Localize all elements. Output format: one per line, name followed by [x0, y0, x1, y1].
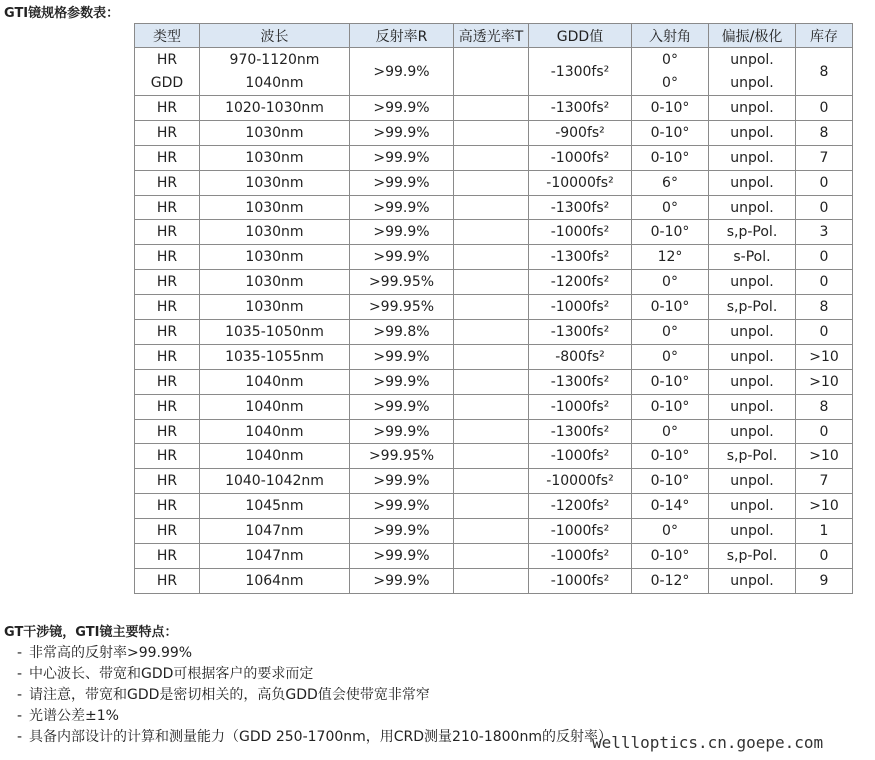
cell-type: HR	[135, 120, 200, 145]
feature-text: 非常高的反射率>99.99%	[29, 645, 193, 661]
cell-wavelength: 1040nm	[200, 444, 350, 469]
header-transmission: 高透光率T	[454, 24, 529, 48]
feature-text: 光谱公差±1%	[29, 708, 119, 724]
cell-angle: 0-10°	[632, 444, 709, 469]
cell-gdd: -1000fs²	[529, 295, 632, 320]
cell-reflectance: >99.95%	[350, 444, 454, 469]
cell-wavelength: 1035-1055nm	[200, 344, 350, 369]
cell-reflectance: >99.9%	[350, 568, 454, 593]
cell-transmission	[454, 519, 529, 544]
cell-gdd: -1000fs²	[529, 544, 632, 569]
cell-gdd: -1000fs²	[529, 568, 632, 593]
cell-stock: 3	[796, 220, 853, 245]
cell-polarization: unpol.	[709, 369, 796, 394]
cell-gdd: -1200fs²	[529, 270, 632, 295]
cell-type: HR	[135, 295, 200, 320]
watermark-text: wellloptics.cn.goepe.com	[592, 733, 824, 752]
cell-reflectance: >99.9%	[350, 344, 454, 369]
cell-stock: >10	[796, 344, 853, 369]
cell-gdd: -10000fs²	[529, 469, 632, 494]
cell-gdd: -1200fs²	[529, 494, 632, 519]
cell-type: HR	[135, 394, 200, 419]
cell-type: HR	[135, 544, 200, 569]
cell-stock: 0	[796, 320, 853, 345]
cell-wavelength: 1030nm	[200, 195, 350, 220]
cell-angle: 0-10°	[632, 295, 709, 320]
header-type: 类型	[135, 24, 200, 48]
cell-angle: 0°	[632, 195, 709, 220]
table-row	[135, 444, 853, 469]
header-reflectance: 反射率R	[350, 24, 454, 48]
table-row	[135, 220, 853, 245]
cell-gdd: -1300fs²	[529, 320, 632, 345]
table-row	[135, 96, 853, 121]
cell-stock: 7	[796, 145, 853, 170]
header-stock: 库存	[796, 24, 853, 48]
cell-type: HR	[135, 96, 200, 121]
cell-transmission	[454, 245, 529, 270]
table-row	[135, 245, 853, 270]
cell-angle	[632, 48, 709, 96]
page-title: GTI镜规格参数表：	[4, 6, 120, 21]
cell-reflectance: >99.9%	[350, 394, 454, 419]
cell-polarization: unpol.	[709, 394, 796, 419]
cell-polarization: s-Pol.	[709, 245, 796, 270]
cell-gdd: -1300fs²	[529, 245, 632, 270]
cell-angle: 0-10°	[632, 469, 709, 494]
cell-wavelength	[200, 48, 350, 96]
cell-angle: 0°	[632, 270, 709, 295]
cell-line: unpol.	[730, 51, 774, 68]
cell-polarization: unpol.	[709, 344, 796, 369]
feature-item	[17, 727, 612, 748]
spec-table	[134, 23, 853, 594]
bullet-dash: -	[17, 645, 23, 661]
bullet-dash: -	[17, 687, 23, 703]
cell-polarization: unpol.	[709, 469, 796, 494]
cell-reflectance: >99.9%	[350, 48, 454, 96]
cell-polarization: unpol.	[709, 568, 796, 593]
header-polarization: 偏振/极化	[709, 24, 796, 48]
cell-polarization: s,p-Pol.	[709, 295, 796, 320]
table-row	[135, 48, 853, 96]
cell-angle: 0-10°	[632, 369, 709, 394]
cell-stock: 8	[796, 48, 853, 96]
cell-reflectance: >99.9%	[350, 195, 454, 220]
cell-polarization: unpol.	[709, 96, 796, 121]
cell-stock: 0	[796, 270, 853, 295]
cell-reflectance: >99.9%	[350, 245, 454, 270]
table-row	[135, 145, 853, 170]
cell-gdd: -1300fs²	[529, 419, 632, 444]
cell-wavelength: 1064nm	[200, 568, 350, 593]
cell-transmission	[454, 469, 529, 494]
cell-reflectance: >99.95%	[350, 295, 454, 320]
table-row	[135, 519, 853, 544]
cell-angle: 0-10°	[632, 394, 709, 419]
cell-gdd: -900fs²	[529, 120, 632, 145]
cell-transmission	[454, 320, 529, 345]
table-row	[135, 170, 853, 195]
cell-stock: 0	[796, 170, 853, 195]
cell-wavelength: 1035-1050nm	[200, 320, 350, 345]
cell-type: HR	[135, 320, 200, 345]
cell-wavelength: 1020-1030nm	[200, 96, 350, 121]
cell-type: HR	[135, 519, 200, 544]
cell-gdd: -1300fs²	[529, 369, 632, 394]
cell-polarization: unpol.	[709, 270, 796, 295]
cell-wavelength: 1040nm	[200, 369, 350, 394]
cell-transmission	[454, 444, 529, 469]
cell-transmission	[454, 419, 529, 444]
cell-wavelength: 1030nm	[200, 270, 350, 295]
cell-type: HR	[135, 170, 200, 195]
cell-gdd: -800fs²	[529, 344, 632, 369]
header-wavelength: 波长	[200, 24, 350, 48]
cell-stock: 0	[796, 245, 853, 270]
feature-item	[17, 664, 612, 685]
cell-reflectance: >99.9%	[350, 419, 454, 444]
cell-polarization: unpol.	[709, 519, 796, 544]
table-row	[135, 295, 853, 320]
cell-gdd: -1000fs²	[529, 444, 632, 469]
cell-transmission	[454, 96, 529, 121]
features-title: GT干涉镜，GTI镜主要特点：	[4, 625, 178, 640]
cell-transmission	[454, 120, 529, 145]
cell-type: HR	[135, 344, 200, 369]
cell-wavelength: 1030nm	[200, 145, 350, 170]
cell-transmission	[454, 544, 529, 569]
cell-reflectance: >99.9%	[350, 494, 454, 519]
cell-angle: 0°	[632, 519, 709, 544]
table-row	[135, 419, 853, 444]
cell-type: HR	[135, 419, 200, 444]
cell-type: HR	[135, 245, 200, 270]
cell-gdd: -1300fs²	[529, 195, 632, 220]
cell-line: HR	[156, 51, 178, 68]
table-row	[135, 494, 853, 519]
cell-transmission	[454, 220, 529, 245]
cell-angle: 0-10°	[632, 544, 709, 569]
cell-reflectance: >99.9%	[350, 220, 454, 245]
cell-transmission	[454, 195, 529, 220]
cell-transmission	[454, 270, 529, 295]
feature-item	[17, 643, 612, 664]
cell-reflectance: >99.9%	[350, 544, 454, 569]
cell-reflectance: >99.9%	[350, 96, 454, 121]
cell-angle: 0-14°	[632, 494, 709, 519]
cell-type: HR	[135, 369, 200, 394]
cell-reflectance: >99.9%	[350, 369, 454, 394]
cell-transmission	[454, 494, 529, 519]
cell-reflectance: >99.8%	[350, 320, 454, 345]
table-row	[135, 369, 853, 394]
cell-stock: >10	[796, 369, 853, 394]
table-row	[135, 195, 853, 220]
cell-reflectance: >99.9%	[350, 519, 454, 544]
cell-stock: 1	[796, 519, 853, 544]
cell-polarization: unpol.	[709, 195, 796, 220]
cell-line: unpol.	[730, 74, 774, 91]
cell-polarization: unpol.	[709, 170, 796, 195]
table-row	[135, 320, 853, 345]
cell-line: 970-1120nm	[229, 51, 320, 68]
cell-polarization: s,p-Pol.	[709, 444, 796, 469]
cell-angle: 0°	[632, 344, 709, 369]
cell-reflectance: >99.95%	[350, 270, 454, 295]
cell-stock: 8	[796, 120, 853, 145]
cell-gdd: -1000fs²	[529, 519, 632, 544]
cell-type	[135, 48, 200, 96]
cell-stock: 8	[796, 394, 853, 419]
feature-item	[17, 706, 612, 727]
cell-stock: 0	[796, 419, 853, 444]
cell-stock: 8	[796, 295, 853, 320]
cell-polarization: unpol.	[709, 419, 796, 444]
cell-polarization: s,p-Pol.	[709, 220, 796, 245]
feature-text: 具备内部设计的计算和测量能力（GDD 250-1700nm，用CRD测量210-1800nm的反射率）	[29, 729, 612, 745]
cell-wavelength: 1040nm	[200, 394, 350, 419]
cell-type: HR	[135, 568, 200, 593]
cell-line: 0°	[662, 74, 678, 91]
cell-polarization: unpol.	[709, 120, 796, 145]
cell-type: HR	[135, 220, 200, 245]
cell-stock: 7	[796, 469, 853, 494]
header-angle: 入射角	[632, 24, 709, 48]
feature-item	[17, 685, 612, 706]
cell-line: GDD	[150, 74, 184, 91]
cell-angle: 0°	[632, 320, 709, 345]
cell-wavelength: 1030nm	[200, 170, 350, 195]
cell-wavelength: 1030nm	[200, 245, 350, 270]
cell-wavelength: 1030nm	[200, 220, 350, 245]
cell-polarization: unpol.	[709, 494, 796, 519]
cell-line: 1040nm	[245, 74, 304, 91]
bullet-dash: -	[17, 708, 23, 724]
table-row	[135, 469, 853, 494]
bullet-dash: -	[17, 666, 23, 682]
cell-transmission	[454, 48, 529, 96]
cell-transmission	[454, 568, 529, 593]
cell-stock: 9	[796, 568, 853, 593]
cell-reflectance: >99.9%	[350, 145, 454, 170]
cell-wavelength: 1040nm	[200, 419, 350, 444]
cell-transmission	[454, 394, 529, 419]
cell-line: 0°	[662, 51, 678, 68]
cell-wavelength: 1030nm	[200, 295, 350, 320]
cell-angle: 0-10°	[632, 120, 709, 145]
cell-type: HR	[135, 444, 200, 469]
table-row	[135, 568, 853, 593]
cell-stock: >10	[796, 444, 853, 469]
cell-polarization: unpol.	[709, 320, 796, 345]
cell-type: HR	[135, 494, 200, 519]
cell-gdd: -1300fs²	[529, 96, 632, 121]
cell-wavelength: 1030nm	[200, 120, 350, 145]
cell-gdd: -1000fs²	[529, 145, 632, 170]
cell-wavelength: 1047nm	[200, 519, 350, 544]
cell-type: HR	[135, 145, 200, 170]
bullet-dash: -	[17, 729, 23, 745]
cell-angle: 0-12°	[632, 568, 709, 593]
features-list	[17, 643, 612, 748]
cell-gdd: -1000fs²	[529, 220, 632, 245]
cell-angle: 0°	[632, 419, 709, 444]
feature-text: 中心波长、带宽和GDD可根据客户的要求而定	[29, 666, 314, 682]
table-header-row	[135, 24, 853, 48]
cell-transmission	[454, 145, 529, 170]
cell-wavelength: 1045nm	[200, 494, 350, 519]
cell-stock: 0	[796, 544, 853, 569]
cell-angle: 6°	[632, 170, 709, 195]
cell-type: HR	[135, 195, 200, 220]
cell-polarization: unpol.	[709, 145, 796, 170]
cell-angle: 0-10°	[632, 96, 709, 121]
table-row	[135, 270, 853, 295]
cell-angle: 12°	[632, 245, 709, 270]
cell-polarization: s,p-Pol.	[709, 544, 796, 569]
table-row	[135, 120, 853, 145]
table-row	[135, 544, 853, 569]
cell-reflectance: >99.9%	[350, 120, 454, 145]
cell-angle: 0-10°	[632, 220, 709, 245]
cell-type: HR	[135, 270, 200, 295]
cell-reflectance: >99.9%	[350, 170, 454, 195]
table-row	[135, 344, 853, 369]
cell-gdd: -10000fs²	[529, 170, 632, 195]
cell-stock: 0	[796, 195, 853, 220]
table-row	[135, 394, 853, 419]
cell-type: HR	[135, 469, 200, 494]
cell-transmission	[454, 295, 529, 320]
cell-transmission	[454, 369, 529, 394]
cell-wavelength: 1040-1042nm	[200, 469, 350, 494]
cell-gdd: -1300fs²	[529, 48, 632, 96]
cell-angle: 0-10°	[632, 145, 709, 170]
cell-polarization	[709, 48, 796, 96]
cell-transmission	[454, 170, 529, 195]
cell-gdd: -1000fs²	[529, 394, 632, 419]
cell-reflectance: >99.9%	[350, 469, 454, 494]
feature-text: 请注意，带宽和GDD是密切相关的，高负GDD值会使带宽非常窄	[29, 687, 430, 703]
header-gdd: GDD值	[529, 24, 632, 48]
cell-transmission	[454, 344, 529, 369]
cell-stock: >10	[796, 494, 853, 519]
cell-wavelength: 1047nm	[200, 544, 350, 569]
cell-stock: 0	[796, 96, 853, 121]
